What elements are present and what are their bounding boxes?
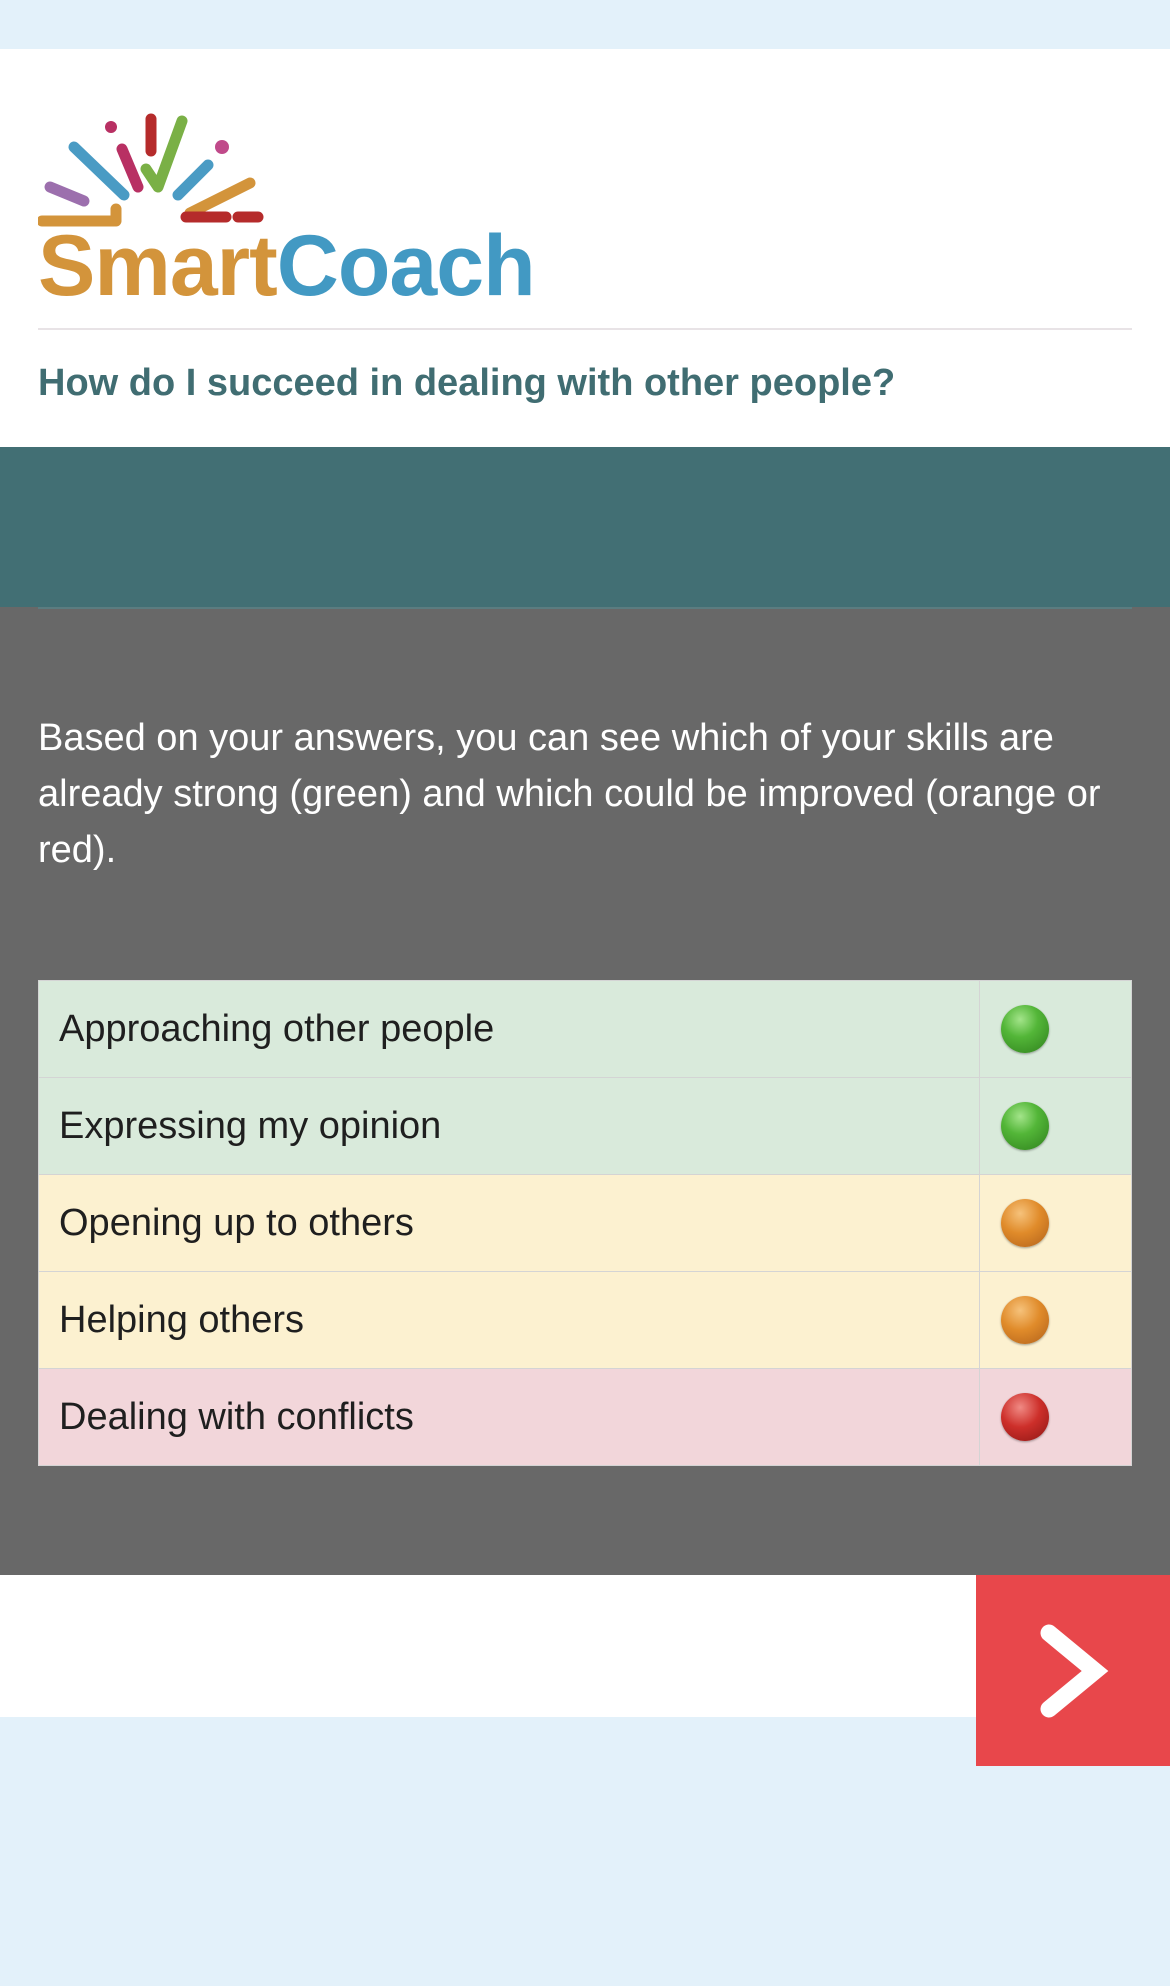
page-title: How do I succeed in dealing with other people? <box>38 362 896 404</box>
status-cell <box>980 1078 1132 1175</box>
results-intro: Based on your answers, you can see which of your skills are already strong (green) and which could be improved (orange or red). <box>38 717 1101 871</box>
table-row <box>39 1078 1132 1175</box>
skills-table <box>38 980 1132 1466</box>
status-cell <box>980 1369 1132 1466</box>
skill-label: Opening up to others <box>39 1175 980 1272</box>
logo-wordmark <box>38 218 535 314</box>
table-row <box>39 981 1132 1078</box>
table-row <box>39 1175 1132 1272</box>
status-cell <box>980 1272 1132 1369</box>
orange-status-dot-icon <box>1001 1296 1049 1344</box>
next-button[interactable] <box>976 1575 1170 1766</box>
header-divider <box>38 328 1132 330</box>
skill-label: Dealing with conflicts <box>39 1369 980 1466</box>
content-card <box>0 49 1170 1717</box>
skill-label: Helping others <box>39 1272 980 1369</box>
skill-label: Approaching other people <box>39 981 980 1078</box>
smartcoach-logo <box>38 111 535 314</box>
panel-divider <box>38 607 1132 609</box>
orange-status-dot-icon <box>1001 1199 1049 1247</box>
status-cell <box>980 981 1132 1078</box>
logo-word-coach: Coach <box>276 218 535 314</box>
green-status-dot-icon <box>1001 1102 1049 1150</box>
logo-word-smart: Smart <box>38 218 277 314</box>
results-panel <box>0 607 1170 1575</box>
status-cell <box>980 1175 1132 1272</box>
green-status-dot-icon <box>1001 1005 1049 1053</box>
chevron-right-icon <box>1037 1623 1109 1719</box>
header-band <box>0 447 1170 607</box>
skill-label: Expressing my opinion <box>39 1078 980 1175</box>
table-row <box>39 1272 1132 1369</box>
red-status-dot-icon <box>1001 1393 1049 1441</box>
table-row <box>39 1369 1132 1466</box>
